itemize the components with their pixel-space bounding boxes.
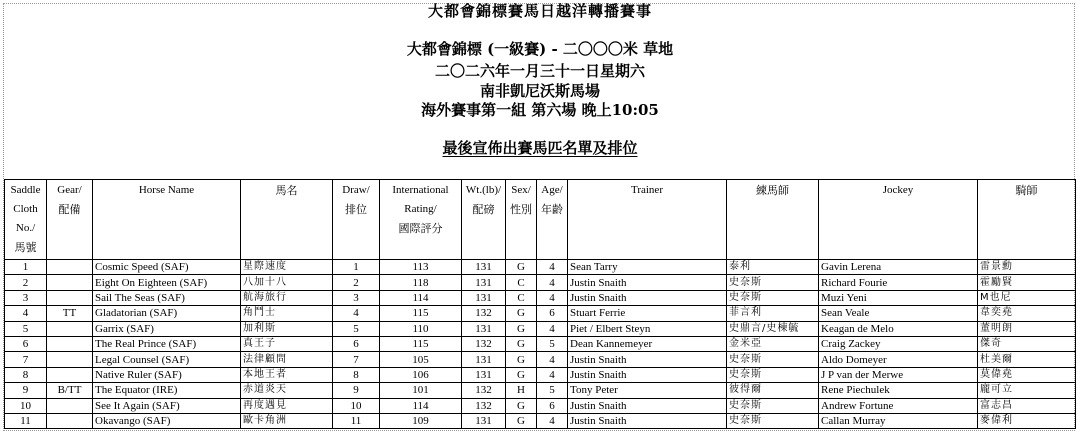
horse-name-zh-cell: 真王子: [241, 336, 333, 351]
gear-cell: TT: [47, 306, 93, 321]
gear-cell: [47, 290, 93, 305]
col-horse-name: Horse Name: [93, 180, 241, 260]
jockey-zh-cell: 霍勵賢: [978, 275, 1076, 290]
age-cell: 4: [537, 413, 568, 428]
trainer-cell: Justin Snaith: [568, 367, 727, 382]
saddle-no-cell: 2: [5, 275, 47, 290]
col-gear-en: Gear/: [57, 184, 82, 196]
col-sex: [506, 180, 537, 260]
jockey-cell: J P van der Merwe: [819, 367, 978, 382]
table-row: [5, 306, 1076, 321]
age-cell: 4: [537, 321, 568, 336]
col-horse-name-zh: 馬名: [241, 180, 333, 260]
race-title: 大都會錦標 (一級賽) - 二〇〇〇米 草地: [406, 40, 674, 58]
col-age-en: Age/: [541, 184, 563, 196]
gear-cell: [47, 413, 93, 428]
col-saddle-cloth-zh: 馬號: [14, 241, 37, 254]
horse-name-cell: Legal Counsel (SAF): [93, 352, 241, 367]
col-rating-zh: 國際評分: [398, 222, 443, 235]
saddle-no-cell: 6: [5, 336, 47, 351]
rating-cell: 114: [380, 290, 462, 305]
table-row: [5, 383, 1076, 398]
table-row: [5, 398, 1076, 413]
rating-cell: 105: [380, 352, 462, 367]
horse-name-zh-cell: 航海旅行: [241, 290, 333, 305]
weight-cell: 131: [462, 290, 506, 305]
age-cell: 5: [537, 336, 568, 351]
col-weight: [462, 180, 506, 260]
age-cell: 4: [537, 275, 568, 290]
trainer-zh-cell: 史奈斯: [727, 290, 819, 305]
col-sex-en: Sex/: [511, 184, 531, 196]
col-rating: [380, 180, 462, 260]
jockey-zh-cell: 雷景勳: [978, 260, 1076, 275]
draw-cell: 8: [333, 367, 380, 382]
rating-cell: 101: [380, 383, 462, 398]
weight-cell: 132: [462, 398, 506, 413]
sex-cell: C: [506, 275, 537, 290]
trainer-cell: Piet / Elbert Steyn: [568, 321, 727, 336]
age-cell: 4: [537, 367, 568, 382]
saddle-no-cell: 4: [5, 306, 47, 321]
gear-cell: [47, 336, 93, 351]
gear-cell: [47, 352, 93, 367]
trainer-cell: Justin Snaith: [568, 352, 727, 367]
race-group: 海外賽事第一組 第六場 晚上10:05: [421, 101, 659, 119]
col-age-zh: 年齡: [541, 203, 563, 216]
saddle-no-cell: 9: [5, 383, 47, 398]
jockey-zh-cell: M也尼: [978, 290, 1076, 305]
rating-cell: 114: [380, 398, 462, 413]
horse-name-zh-cell: 法律顧問: [241, 352, 333, 367]
trainer-zh-cell: 泰利: [727, 260, 819, 275]
table-row: [5, 290, 1076, 305]
jockey-cell: Keagan de Melo: [819, 321, 978, 336]
trainer-zh-cell: 史奈斯: [727, 367, 819, 382]
horse-name-zh-cell: 歐卡角洲: [241, 413, 333, 428]
draw-cell: 5: [333, 321, 380, 336]
rating-cell: 109: [380, 413, 462, 428]
age-cell: 4: [537, 290, 568, 305]
jockey-cell: Richard Fourie: [819, 275, 978, 290]
saddle-no-cell: 3: [5, 290, 47, 305]
weight-cell: 131: [462, 321, 506, 336]
trainer-cell: Justin Snaith: [568, 398, 727, 413]
draw-cell: 10: [333, 398, 380, 413]
weight-cell: 131: [462, 275, 506, 290]
trainer-cell: Dean Kannemeyer: [568, 336, 727, 351]
table-header-row: [5, 180, 1076, 260]
draw-cell: 1: [333, 260, 380, 275]
age-cell: 4: [537, 260, 568, 275]
jockey-cell: Rene Piechulek: [819, 383, 978, 398]
table-row: [5, 352, 1076, 367]
jockey-cell: Aldo Domeyer: [819, 352, 978, 367]
age-cell: 6: [537, 398, 568, 413]
trainer-cell: Justin Snaith: [568, 413, 727, 428]
trainer-zh-cell: 金米亞: [727, 336, 819, 351]
weight-cell: 131: [462, 352, 506, 367]
rating-cell: 118: [380, 275, 462, 290]
rating-cell: 113: [380, 260, 462, 275]
trainer-zh-cell: 彼得爾: [727, 383, 819, 398]
trainer-cell: Justin Snaith: [568, 290, 727, 305]
horse-name-cell: See It Again (SAF): [93, 398, 241, 413]
weight-cell: 132: [462, 306, 506, 321]
sex-cell: G: [506, 398, 537, 413]
horse-name-cell: The Equator (IRE): [93, 383, 241, 398]
col-draw-en: Draw/: [342, 184, 370, 196]
jockey-zh-cell: 傑奇: [978, 336, 1076, 351]
weight-cell: 131: [462, 260, 506, 275]
saddle-no-cell: 8: [5, 367, 47, 382]
race-date: 二〇二六年一月三十一日星期六: [434, 62, 645, 80]
sex-cell: G: [506, 260, 537, 275]
jockey-zh-cell: 麥偉利: [978, 413, 1076, 428]
draw-cell: 2: [333, 275, 380, 290]
horse-name-cell: Native Ruler (SAF): [93, 367, 241, 382]
horse-name-zh-cell: 再度遇見: [241, 398, 333, 413]
jockey-zh-cell: 富志昌: [978, 398, 1076, 413]
trainer-cell: Stuart Ferrie: [568, 306, 727, 321]
table-row: [5, 367, 1076, 382]
trainer-zh-cell: 菲言利: [727, 306, 819, 321]
jockey-zh-cell: 董明朗: [978, 321, 1076, 336]
gear-cell: [47, 275, 93, 290]
col-weight-en: Wt.(lb)/: [465, 184, 502, 196]
draw-cell: 4: [333, 306, 380, 321]
jockey-cell: Muzi Yeni: [819, 290, 978, 305]
jockey-cell: Gavin Lerena: [819, 260, 978, 275]
sex-cell: H: [506, 383, 537, 398]
sex-cell: G: [506, 336, 537, 351]
weight-cell: 132: [462, 383, 506, 398]
sex-cell: G: [506, 352, 537, 367]
weight-cell: 131: [462, 413, 506, 428]
saddle-no-cell: 11: [5, 413, 47, 428]
sex-cell: G: [506, 321, 537, 336]
sex-cell: G: [506, 306, 537, 321]
horse-name-cell: Sail The Seas (SAF): [93, 290, 241, 305]
trainer-cell: Justin Snaith: [568, 275, 727, 290]
final-declarations-title: 最後宣佈出賽馬匹名單及排位: [442, 139, 638, 157]
jockey-cell: Callan Murray: [819, 413, 978, 428]
table-row: [5, 275, 1076, 290]
horse-name-cell: Garrix (SAF): [93, 321, 241, 336]
col-saddle-cloth: [5, 180, 47, 260]
col-trainer-zh: 練馬師: [727, 180, 819, 260]
table-row: [5, 336, 1076, 351]
col-age: [537, 180, 568, 260]
trainer-zh-cell: 史奈斯: [727, 352, 819, 367]
horse-name-zh-cell: 八加十八: [241, 275, 333, 290]
col-jockey: Jockey: [819, 180, 978, 260]
draw-cell: 3: [333, 290, 380, 305]
col-sex-zh: 性別: [510, 203, 532, 216]
jockey-cell: Sean Veale: [819, 306, 978, 321]
trainer-zh-cell: 史鼎言/史棟毓: [727, 321, 819, 336]
sex-cell: C: [506, 290, 537, 305]
gear-cell: B/TT: [47, 383, 93, 398]
horse-name-zh-cell: 本地王者: [241, 367, 333, 382]
trainer-zh-cell: 史奈斯: [727, 275, 819, 290]
horse-name-zh-cell: 角鬥士: [241, 306, 333, 321]
trainer-cell: Sean Tarry: [568, 260, 727, 275]
jockey-zh-cell: 龐可立: [978, 383, 1076, 398]
rating-cell: 110: [380, 321, 462, 336]
saddle-no-cell: 1: [5, 260, 47, 275]
horse-name-zh-cell: 星際速度: [241, 260, 333, 275]
jockey-zh-cell: 杜美爾: [978, 352, 1076, 367]
weight-cell: 131: [462, 367, 506, 382]
weight-cell: 132: [462, 336, 506, 351]
horse-name-cell: Cosmic Speed (SAF): [93, 260, 241, 275]
col-draw: [333, 180, 380, 260]
col-rating-en: International Rating/: [392, 184, 449, 215]
horse-name-cell: Gladatorian (SAF): [93, 306, 241, 321]
saddle-no-cell: 5: [5, 321, 47, 336]
trainer-zh-cell: 史奈斯: [727, 413, 819, 428]
table-row: [5, 260, 1076, 275]
col-saddle-cloth-en: Saddle Cloth No./: [10, 184, 41, 234]
age-cell: 5: [537, 383, 568, 398]
horse-name-zh-cell: 加利斯: [241, 321, 333, 336]
trainer-cell: Tony Peter: [568, 383, 727, 398]
gear-cell: [47, 398, 93, 413]
table-row: [5, 413, 1076, 428]
col-trainer: Trainer: [568, 180, 727, 260]
horse-name-zh-cell: 赤道炎天: [241, 383, 333, 398]
jockey-zh-cell: 莫偉堯: [978, 367, 1076, 382]
col-weight-zh: 配磅: [472, 203, 495, 216]
saddle-no-cell: 10: [5, 398, 47, 413]
age-cell: 6: [537, 306, 568, 321]
draw-cell: 9: [333, 383, 380, 398]
jockey-zh-cell: 韋奕堯: [978, 306, 1076, 321]
jockey-cell: Craig Zackey: [819, 336, 978, 351]
jockey-cell: Andrew Fortune: [819, 398, 978, 413]
race-venue: 南非凱尼沃斯馬場: [479, 82, 600, 100]
col-gear: [47, 180, 93, 260]
trainer-zh-cell: 史奈斯: [727, 398, 819, 413]
gear-cell: [47, 260, 93, 275]
draw-cell: 11: [333, 413, 380, 428]
table-row: [5, 321, 1076, 336]
runners-table: [4, 179, 1076, 429]
horse-name-cell: The Real Prince (SAF): [93, 336, 241, 351]
col-jockey-zh: 騎師: [978, 180, 1076, 260]
draw-cell: 6: [333, 336, 380, 351]
horse-name-cell: Okavango (SAF): [93, 413, 241, 428]
broadcast-title: 大都會錦標賽馬日越洋轉播賽事: [427, 2, 652, 20]
rating-cell: 115: [380, 336, 462, 351]
draw-cell: 7: [333, 352, 380, 367]
rating-cell: 106: [380, 367, 462, 382]
sex-cell: G: [506, 413, 537, 428]
age-cell: 4: [537, 352, 568, 367]
col-draw-zh: 排位: [345, 203, 367, 216]
horse-name-cell: Eight On Eighteen (SAF): [93, 275, 241, 290]
runner-rows: [5, 260, 1076, 429]
sex-cell: G: [506, 367, 537, 382]
rating-cell: 115: [380, 306, 462, 321]
gear-cell: [47, 367, 93, 382]
gear-cell: [47, 321, 93, 336]
col-gear-zh: 配備: [58, 203, 81, 216]
saddle-no-cell: 7: [5, 352, 47, 367]
